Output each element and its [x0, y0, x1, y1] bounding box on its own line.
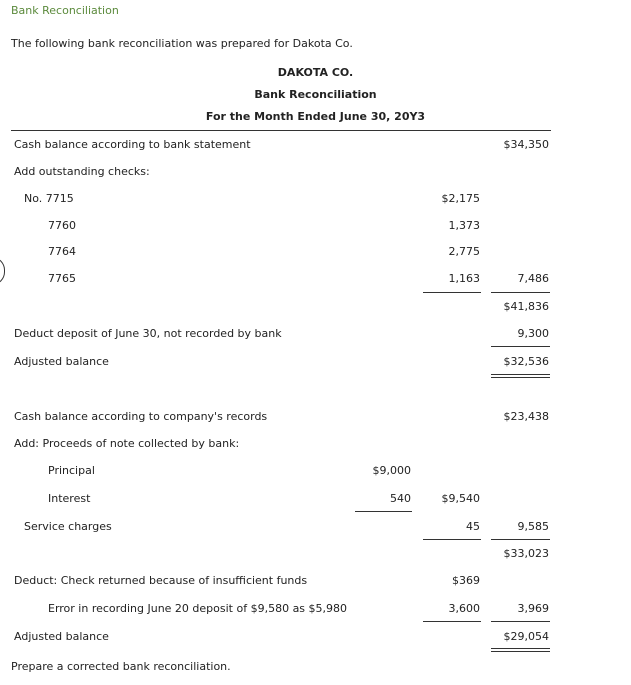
additions-total: 9,585 — [517, 520, 549, 533]
nsf-check-label: Deduct: Check returned because of insufficient funds — [14, 574, 308, 587]
outstanding-checks-label: Add outstanding checks: — [14, 165, 150, 178]
bank-adjusted-label: Adjusted balance — [14, 355, 109, 368]
company-adjusted-double-rule — [491, 648, 550, 652]
instruction-text: Prepare a corrected bank reconciliation. — [11, 660, 231, 673]
deductions-total: 3,969 — [517, 602, 549, 615]
checks-underline — [423, 292, 481, 293]
bank-adjusted-value: $32,536 — [503, 355, 549, 368]
bank-adjusted-double-rule — [491, 374, 550, 378]
company-subtotal: $33,023 — [503, 547, 549, 560]
check-label: 7765 — [48, 272, 76, 285]
interest-underline — [355, 511, 412, 512]
check-label: 7764 — [48, 245, 76, 258]
error-underline — [423, 621, 481, 622]
bank-balance-label: Cash balance according to bank statement — [14, 138, 251, 151]
check-amount: $2,175 — [441, 192, 480, 205]
section-title: Bank Reconciliation — [11, 4, 119, 17]
interest-label: Interest — [48, 492, 91, 505]
deposit-error-label: Error in recording June 20 deposit of $9,580 as $5,980 — [48, 602, 348, 615]
checks-total: 7,486 — [517, 272, 549, 285]
deposit-error-value: 3,600 — [448, 602, 480, 615]
deduct-deposit-value: 9,300 — [517, 327, 549, 340]
check-amount: 2,775 — [448, 245, 480, 258]
company-balance-label: Cash balance according to company's records — [14, 410, 268, 423]
note-proceeds-label: Add: Proceeds of note collected by bank: — [14, 437, 240, 450]
statement-title: Bank Reconciliation — [254, 88, 377, 101]
service-charges-label: Service charges — [24, 520, 112, 533]
additions-underline — [491, 539, 550, 540]
left-bracket-decoration — [0, 257, 5, 285]
statement-period: For the Month Ended June 30, 20Y3 — [205, 110, 426, 123]
bank-balance-value: $34,350 — [503, 138, 549, 151]
intro-text: The following bank reconciliation was prepared for Dakota Co. — [11, 37, 353, 50]
principal-value: $9,000 — [372, 464, 411, 477]
principal-label: Principal — [48, 464, 95, 477]
header-rule — [11, 130, 551, 131]
company-name: DAKOTA CO. — [277, 66, 354, 79]
checks-total-underline — [491, 292, 550, 293]
bank-subtotal: $41,836 — [503, 300, 549, 313]
deduct-deposit-label: Deduct deposit of June 30, not recorded by bank — [14, 327, 282, 340]
interest-value: 540 — [390, 492, 411, 505]
check-label: No. 7715 — [24, 192, 74, 205]
company-adjusted-label: Adjusted balance — [14, 630, 109, 643]
check-amount: 1,163 — [448, 272, 480, 285]
deduct-underline — [491, 346, 550, 347]
check-label: 7760 — [48, 219, 76, 232]
check-amount: 1,373 — [448, 219, 480, 232]
proceeds-total: $9,540 — [441, 492, 480, 505]
nsf-check-value: $369 — [452, 574, 480, 587]
service-charges-value: 45 — [466, 520, 480, 533]
service-underline — [423, 539, 481, 540]
deductions-underline — [491, 621, 550, 622]
company-balance-value: $23,438 — [503, 410, 549, 423]
company-adjusted-value: $29,054 — [503, 630, 549, 643]
